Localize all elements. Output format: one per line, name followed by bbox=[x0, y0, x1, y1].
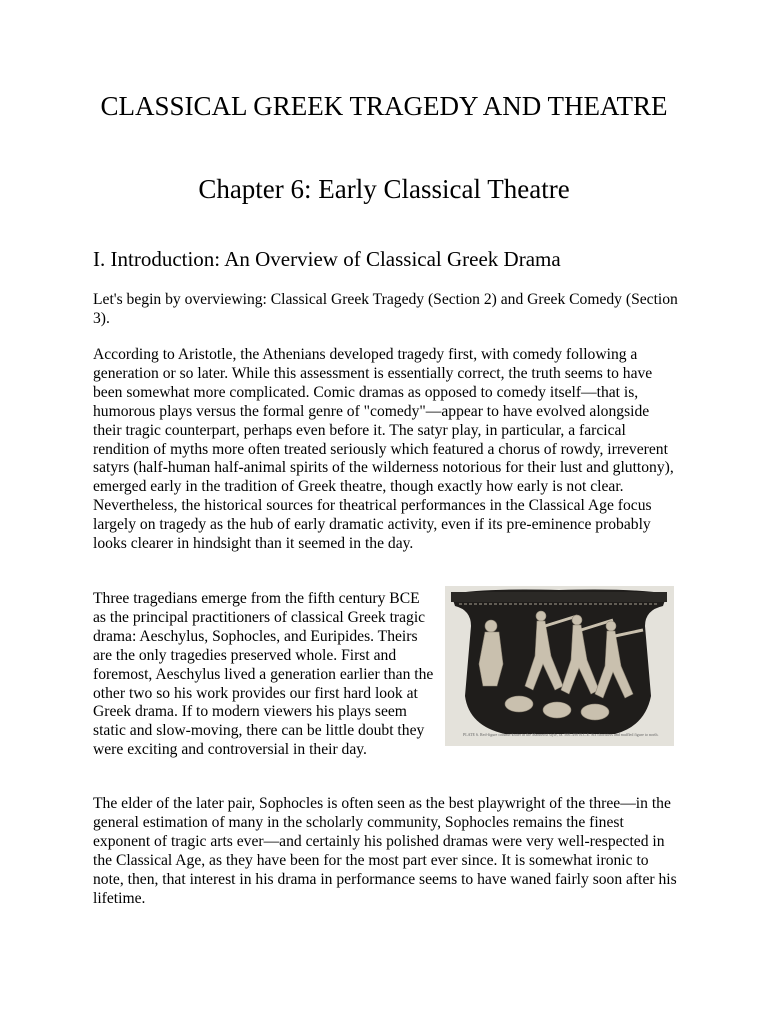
figure-caption: PLATE 6. Red-figure column-krater in the Mannerist style, ca. 500–490 B.C.E. Six choristers and muffled figure to north. bbox=[463, 732, 659, 737]
paragraph: Three tragedians emerge from the fifth century BCE as the principal practitioners of classical Greek tragic drama: Aeschylus, Sophocles, and Euripides. Theirs are the only tragedies preserved whole. First and foremost, Aeschylus lived a generation earlier than the other two so his work provides our first hard look at Greek drama. If to modern viewers his plays seem static and slow-moving, there can be little doubt they were exciting and controversial in their day. bbox=[93, 590, 434, 759]
paragraph: Let's begin by overviewing: Classical Greek Tragedy (Section 2) and Greek Comedy (Section 3). bbox=[93, 291, 678, 327]
paragraph: The elder of the later pair, Sophocles is often seen as the best playwright of the three—in the general estimation of many in the scholarly community, Sophocles remains the finest exponent of tragic arts ever—and certainly his polished dramas were very well-respected in the Classical Age, as they have been for the most part ever since. It is somewhat ironic to note, then, that interest in his drama in performance seems to have waned fairly soon after his lifetime. bbox=[93, 795, 677, 907]
chapter-title: Chapter 6: Early Classical Theatre bbox=[198, 174, 570, 204]
paragraph: According to Aristotle, the Athenians developed tragedy first, with comedy following a generation or so later. While this assessment is essentially correct, the truth seems to have been somewhat more complicated. Comic dramas as opposed to comedy itself—that is, humorous plays versus the formal genre of "comedy"—appear to have evolved alongside their tragic counterpart, perhaps even before it. The satyr play, in particular, a farcical rendition of myths more often treated seriously which featured a chorus of rowdy, irreverent satyrs (half-human half-animal spirits of the wilderness notorious for their lust and gluttony), emerged early in the tradition of Greek theatre, though exactly how early is not clear. Nevertheless, the historical sources for theatrical performances in the Classical Age focus largely on tragedy as the hub of early dramatic activity, even if its pre-eminence probably looks clearer in hindsight than it seemed in the day. bbox=[93, 346, 674, 553]
vase-painting-illustration bbox=[445, 586, 674, 746]
section-heading: I. Introduction: An Overview of Classical Greek Drama bbox=[93, 247, 561, 271]
document-title: CLASSICAL GREEK TRAGEDY AND THEATRE bbox=[100, 91, 668, 121]
vase-figure-image bbox=[445, 586, 674, 746]
